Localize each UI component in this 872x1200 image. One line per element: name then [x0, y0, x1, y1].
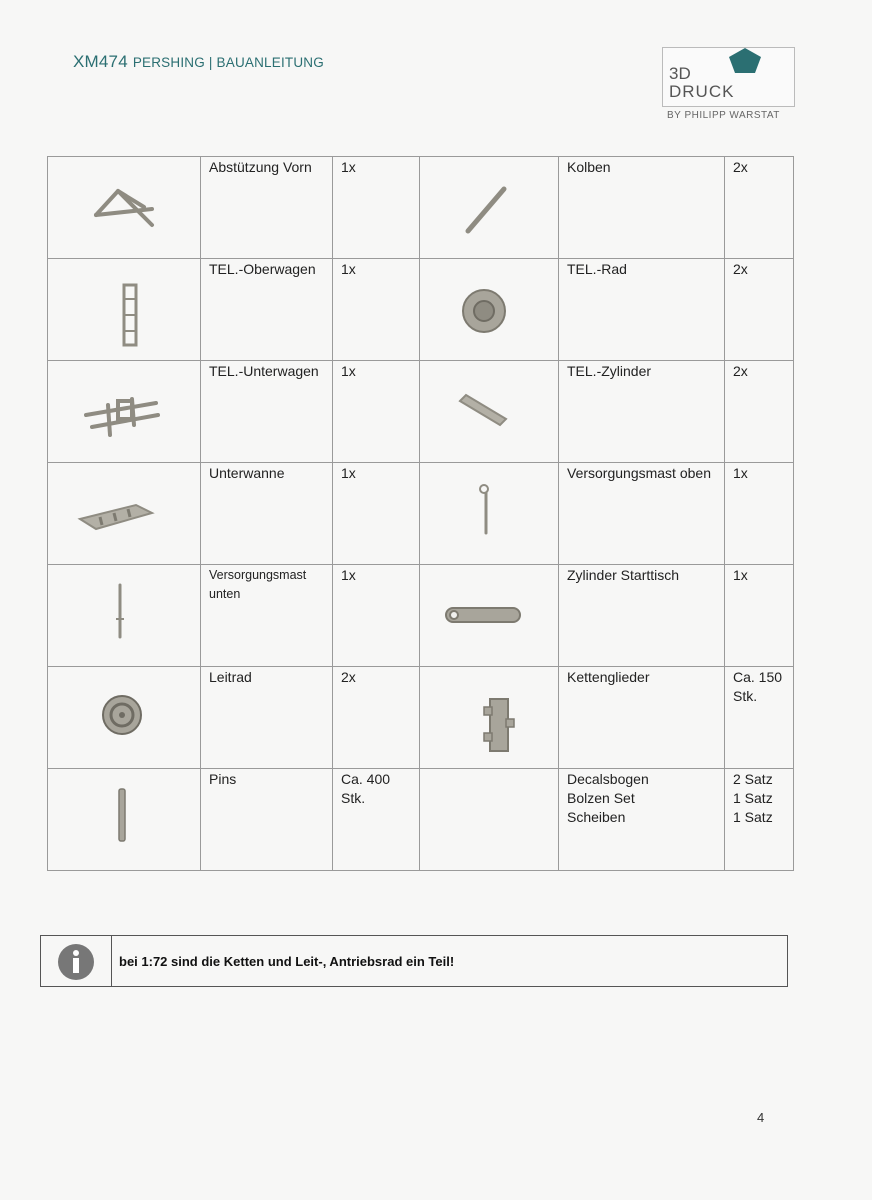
part-name: Kolben [567, 159, 611, 175]
part-image-cell [420, 259, 559, 361]
info-box [40, 935, 788, 987]
part-qty-cell [333, 769, 420, 871]
part-image-cell [420, 361, 559, 463]
part-qty-cell [725, 667, 794, 769]
table-row [48, 361, 794, 463]
page-number: 4 [757, 1110, 765, 1125]
part-qty-cell [333, 667, 420, 769]
part-name-cell [559, 361, 725, 463]
part-name: Bolzen Set [567, 790, 635, 806]
part-name: Scheiben [567, 809, 626, 825]
part-qty: 2 Satz [733, 771, 773, 787]
part-image-cell [48, 157, 201, 259]
track-links-icon [420, 667, 559, 768]
table-row [48, 259, 794, 361]
wheel-icon [420, 259, 559, 360]
part-qty: 2x [733, 261, 748, 277]
part-qty: 2x [733, 159, 748, 175]
lower-supply-mast-icon [48, 565, 201, 666]
part-image-cell [48, 361, 201, 463]
part-qty: 1x [341, 261, 356, 277]
part-qty-cell [333, 463, 420, 565]
part-qty: 2x [341, 669, 356, 685]
table-row [48, 463, 794, 565]
part-name: Versorgungsmast oben [567, 465, 711, 481]
logo-line-1: 3D [669, 64, 691, 83]
part-image-cell [48, 769, 201, 871]
part-name-cell [559, 463, 725, 565]
logo-line-2: DRUCK [669, 82, 735, 101]
part-qty-cell [725, 565, 794, 667]
table-row [48, 769, 794, 871]
part-qty-cell [725, 769, 794, 871]
pin-icon [48, 769, 201, 870]
telescope-lower-carriage-icon [48, 361, 201, 462]
part-qty: 1x [341, 363, 356, 379]
part-name: Versorgungsmast unten [209, 568, 307, 601]
telescope-upper-carriage-icon [48, 259, 201, 360]
part-name: Pins [209, 771, 237, 787]
upper-supply-mast-icon [420, 463, 559, 564]
table-row [48, 667, 794, 769]
part-name-cell [201, 667, 333, 769]
part-name-cell [559, 769, 725, 871]
table-row [48, 565, 794, 667]
cylinder-icon [420, 361, 559, 462]
part-image-cell [420, 157, 559, 259]
part-qty: 1 Satz [733, 790, 773, 806]
info-divider [111, 936, 112, 986]
part-qty: 2x [733, 363, 748, 379]
part-qty-cell [333, 565, 420, 667]
part-qty: Ca. 400 Stk. [341, 771, 391, 806]
part-image-cell [420, 667, 559, 769]
logo-line-3: BY PHILIPP WARSTAT [667, 110, 780, 121]
lower-hull-icon [48, 463, 201, 564]
title-model: XM474 [73, 52, 128, 71]
part-name-cell [201, 769, 333, 871]
piston-icon [420, 157, 559, 258]
part-name-cell [559, 157, 725, 259]
brand-logo [662, 47, 795, 121]
part-image-cell [420, 769, 559, 871]
part-qty: 1x [733, 465, 748, 481]
part-qty: Ca. 150 Stk. [733, 669, 783, 704]
part-qty-cell [725, 463, 794, 565]
launch-table-cylinder-icon [420, 565, 559, 666]
part-qty-cell [725, 361, 794, 463]
part-qty-cell [725, 259, 794, 361]
part-image-cell [48, 667, 201, 769]
info-icon [57, 943, 95, 981]
document-title [73, 52, 324, 72]
part-image-cell [48, 463, 201, 565]
part-name-cell [201, 157, 333, 259]
part-name: Decalsbogen [567, 771, 649, 787]
part-name: Unterwanne [209, 465, 285, 481]
part-qty: 1x [341, 465, 356, 481]
part-qty-cell [725, 157, 794, 259]
part-name-cell [201, 259, 333, 361]
a-frame-support-icon [48, 157, 201, 258]
part-image-cell [420, 565, 559, 667]
part-name: Kettenglieder [567, 669, 650, 685]
part-image-cell [48, 565, 201, 667]
part-qty-cell [333, 259, 420, 361]
part-name-cell [559, 565, 725, 667]
part-qty: 1x [733, 567, 748, 583]
info-text: bei 1:72 sind die Ketten und Leit-, Antriebsrad ein Teil! [119, 954, 455, 969]
part-name-cell [201, 361, 333, 463]
part-name-cell [559, 259, 725, 361]
part-qty: 1 Satz [733, 809, 773, 825]
part-name-cell [201, 463, 333, 565]
table-row [48, 157, 794, 259]
part-image-cell [420, 463, 559, 565]
part-name-cell [201, 565, 333, 667]
part-qty-cell [333, 361, 420, 463]
part-name: Abstützung Vorn [209, 159, 312, 175]
title-subtitle: PERSHING | BAUANLEITUNG [132, 55, 324, 70]
pentagon-logo-icon [725, 44, 765, 74]
part-qty-cell [333, 157, 420, 259]
part-name: TEL.-Oberwagen [209, 261, 316, 277]
part-name: TEL.-Unterwagen [209, 363, 319, 379]
part-name: TEL.-Rad [567, 261, 627, 277]
part-name-cell [559, 667, 725, 769]
part-name: Zylinder Starttisch [567, 567, 680, 583]
part-qty: 1x [341, 567, 356, 583]
part-image-cell [48, 259, 201, 361]
part-qty: 1x [341, 159, 356, 175]
part-name: TEL.-Zylinder [567, 363, 652, 379]
idler-wheel-icon [48, 667, 201, 768]
parts-table [47, 156, 794, 871]
part-name: Leitrad [209, 669, 252, 685]
